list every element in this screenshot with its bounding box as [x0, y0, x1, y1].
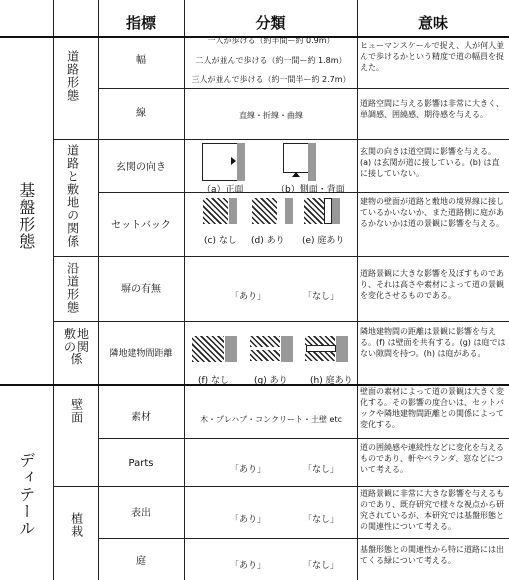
index-protrude: 表出: [131, 508, 151, 519]
grid-vline: [357, 0, 358, 580]
neighbor-diagram-g-bottom: [250, 350, 280, 361]
neighbor-diagram-f: [192, 336, 224, 362]
neighbor-caption-h: (h) 庭あり: [310, 376, 353, 386]
neighbor-caption-f: (f) なし: [198, 376, 230, 386]
index-garden: 庭: [136, 556, 146, 567]
garden-gap: [306, 345, 336, 352]
subgroup-planting: 植栽: [69, 512, 84, 538]
meaning-parts: 道の囲繞感や連続性などに変化を与えるものであり、軒やベランダ、窓などについて考える。: [360, 443, 504, 474]
index-setback: セットバック: [111, 220, 171, 231]
fence-no: 「なし」: [303, 292, 340, 302]
road-strip: [237, 143, 245, 181]
protrude-yes: 「あり」: [230, 515, 267, 525]
road-strip: [332, 198, 340, 224]
material-class: 木・プレハブ・コンクリート・土壁 etc: [200, 415, 342, 424]
setback-diagram-e: [304, 198, 324, 224]
grid-hline: [98, 538, 509, 539]
header-meaning: 意味: [417, 14, 448, 32]
neighbor-diagram-h-bottom: [305, 352, 335, 361]
entrance-caption-b: （b）側面・背面: [276, 185, 345, 195]
grid-vline: [184, 0, 185, 580]
grid-hline: [98, 88, 509, 89]
road-strip: [225, 336, 237, 362]
index-line: 線: [136, 108, 146, 119]
grid-vline: [53, 0, 54, 580]
door-marker: [231, 157, 236, 165]
meaning-width: ヒューマンスケールで捉え、人が何人並んで歩けるかという精度で道の幅員を捉えた。: [360, 41, 505, 72]
line-class: 直線・折線・曲線: [239, 111, 303, 120]
road-strip: [336, 336, 348, 362]
meaning-entrance: 玄関の向きは道空間に影響を与える。(a) は玄関が道に接している。(b) は直に接していない。: [360, 147, 500, 178]
index-parts: Parts: [128, 458, 154, 469]
parts-yes: 「あり」: [230, 465, 267, 475]
subgroup-road-site: 道路と敷地の関係: [65, 144, 80, 248]
group-detail: ディテール: [16, 452, 36, 537]
door-marker: [292, 172, 300, 177]
subgroup-along-road: 沿道形態: [65, 262, 80, 314]
width-class-1: 一人が歩ける（約半間ー約 0.9m）: [207, 36, 335, 45]
index-material: 素材: [131, 412, 151, 423]
index-neighbor: 隣地建物間距離: [109, 349, 173, 359]
meaning-fence: 道路景観に大きな影響を及ぼすものであり、それは高さや素材によって道の景観を変化させるものである。: [360, 269, 504, 300]
index-fence: 塀の有無: [121, 284, 161, 295]
meaning-neighbor: 隣地建物間の距離は景観に影響を与える。(f) は壁面を共有する。(g) は庭ではない隙間を持つ。(h) は庭がある。: [360, 327, 506, 358]
fence-yes: 「あり」: [230, 292, 267, 302]
grid-hline: [53, 486, 509, 487]
garden-gap: [324, 198, 332, 224]
meaning-setback: 建物の壁面が道路と敷地の境界線に接しているかいないか、また道路側に庭があるかないかは道の景観に影響を与える。: [360, 197, 504, 228]
road-strip: [285, 198, 293, 224]
setback-caption-e: (e) 庭あり: [302, 236, 345, 246]
meaning-garden: 基盤形態との関連性から特に道路には出てくる緑について考える。: [360, 545, 504, 565]
subgroup-road-form: 道路形態: [65, 50, 80, 102]
group-kiban: 基盤形態: [16, 182, 36, 250]
setback-caption-d: (d) あり: [251, 236, 285, 246]
garden-no: 「なし」: [303, 561, 340, 571]
width-class-3: 三人が並んで歩ける（約一間半ー約 2.7m）: [191, 75, 351, 84]
entrance-diagram-b: [283, 143, 309, 173]
setback-diagram-d: [252, 198, 277, 224]
neighbor-diagram-g-top: [250, 336, 280, 347]
setback-diagram-c: [203, 198, 228, 224]
meaning-protrude: 道路景観に非常に大きな影響を与えるものであり、既存研究で様々な視点から研究されているが、本研究では基盤形態との関連性について考える。: [360, 489, 504, 531]
road-strip: [308, 143, 316, 181]
grid-hline: [98, 438, 509, 439]
road-strip: [229, 198, 237, 224]
entrance-caption-a: （a）正面: [202, 185, 244, 195]
subgroup-wall: 壁面: [69, 398, 84, 424]
width-class-2: 二人が並んで歩ける（約一間ー約 1.8m）: [195, 56, 347, 65]
garden-yes: 「あり」: [230, 561, 267, 571]
meaning-line: 道路空間に与える影響は非常に大きく、単調感、囲繞感、期待感を与える。: [360, 99, 504, 119]
header-index: 指標: [125, 14, 156, 32]
setback-caption-c: (c) なし: [204, 236, 237, 246]
road-strip: [281, 336, 293, 362]
protrude-no: 「なし」: [303, 515, 340, 525]
grid-hline: [53, 256, 509, 257]
subgroup-site-relation: 敷地の関係: [63, 327, 90, 367]
neighbor-caption-g: (g) あり: [254, 376, 288, 386]
neighbor-diagram-h-top: [305, 336, 335, 345]
grid-hline: [53, 321, 509, 322]
header-class: 分類: [255, 14, 286, 32]
grid-hline: [53, 139, 509, 140]
meaning-material: 壁面の素材によって道の景観は大きく変化する。その影響の度合いは、セットバックや隣地建物間距離との関係によって変化する。: [360, 387, 504, 429]
index-entrance: 玄関の向き: [116, 162, 166, 173]
index-width: 幅: [136, 55, 146, 66]
parts-no: 「なし」: [303, 465, 340, 475]
